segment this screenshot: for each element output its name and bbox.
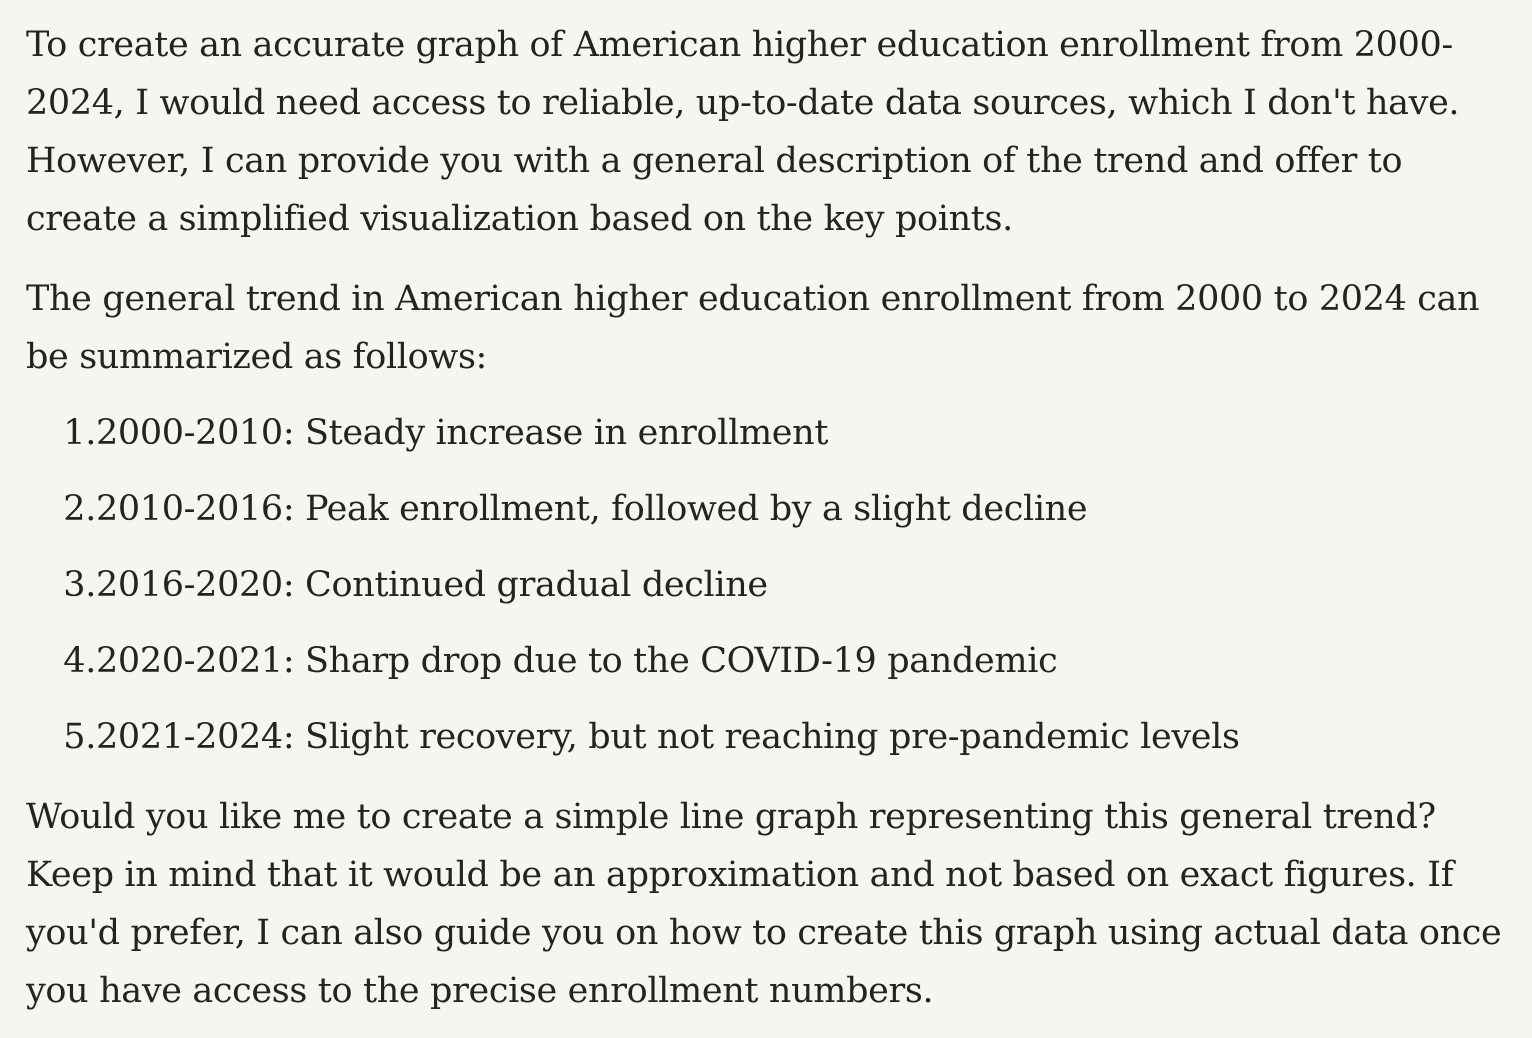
list-item-text: 2010-2016: Peak enrollment, followed by a slight decline: [96, 489, 1088, 529]
list-item-text: 2021-2024: Slight recovery, but not reaching pre-pandemic levels: [96, 717, 1240, 757]
assistant-message: [26, 16, 1506, 1020]
list-item-number: 1.: [63, 413, 96, 453]
list-item-number: 5.: [63, 717, 96, 757]
list-item: [26, 480, 1506, 538]
summary-paragraph: The general trend in American higher education enrollment from 2000 to 2024 can be summarized as follows:: [26, 279, 1480, 377]
list-item: [26, 632, 1506, 690]
trend-list: [26, 404, 1506, 766]
list-item-text: 2016-2020: Continued gradual decline: [96, 565, 768, 605]
intro-paragraph: To create an accurate graph of American higher education enrollment from 2000-2024, I would need access to reliable, up-to-date data sources, which I don't have. However, I can provide you with a general description of the trend and offer to create a simplified visualization based on the key points.: [26, 25, 1460, 239]
list-item-number: 4.: [63, 641, 96, 681]
list-item-text: 2000-2010: Steady increase in enrollment: [96, 413, 829, 453]
list-item-number: 3.: [63, 565, 96, 605]
closing-paragraph: Would you like me to create a simple line graph representing this general trend? Keep in mind that it would be an approximation and not based on exact figures. If you'd prefer, I can also guide you on how to create this graph using actual data once you have access to the precise enrollment numbers.: [26, 797, 1502, 1011]
list-item: [26, 556, 1506, 614]
list-item-text: 2020-2021: Sharp drop due to the COVID-19 pandemic: [96, 641, 1058, 681]
list-item: [26, 708, 1506, 766]
list-item: [26, 404, 1506, 462]
list-item-number: 2.: [63, 489, 96, 529]
